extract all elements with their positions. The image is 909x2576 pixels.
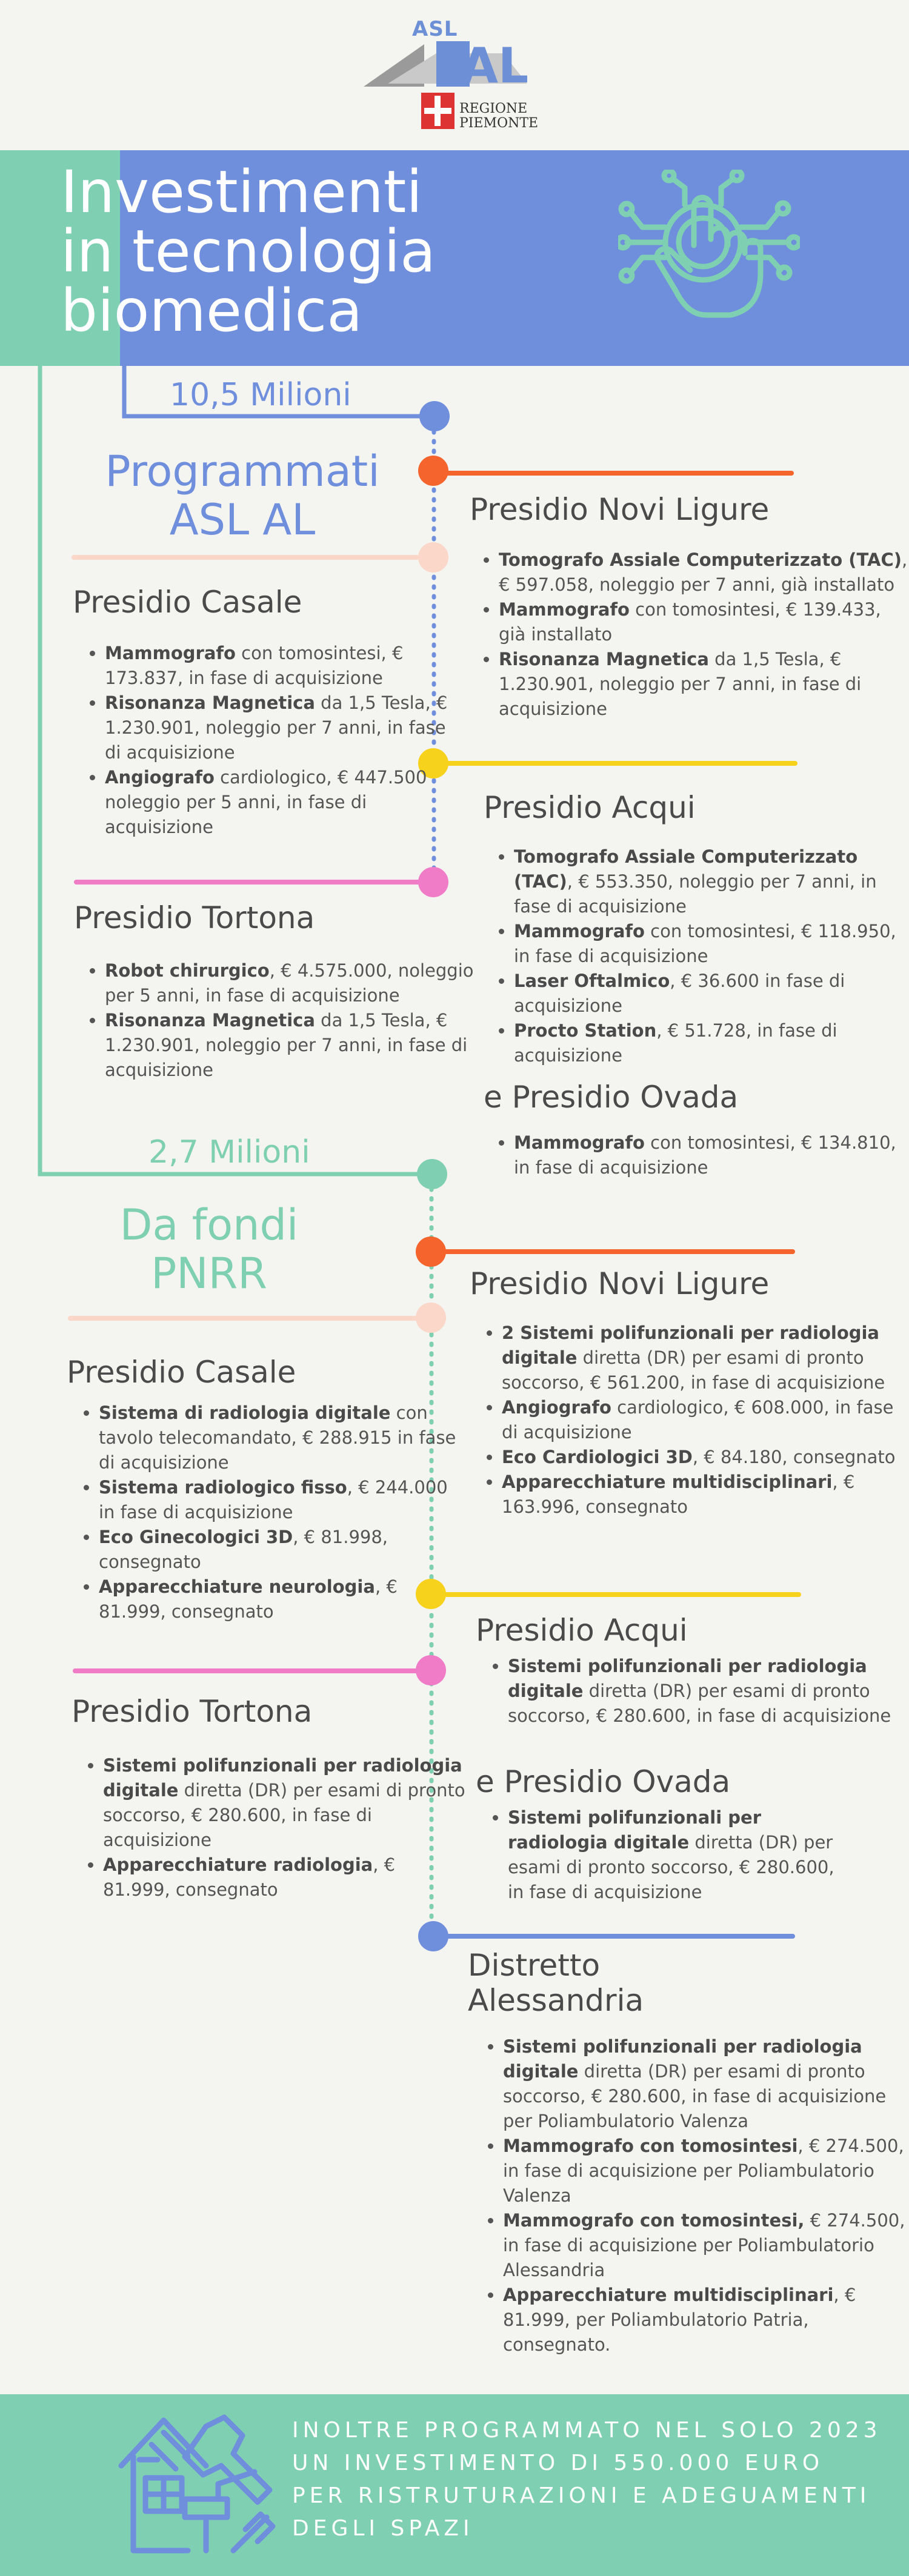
presidio-acqui-list bbox=[485, 845, 909, 1068]
line-acqui bbox=[434, 761, 797, 766]
list-item bbox=[502, 1445, 909, 1470]
item-detail: , € 244.000 in fase di acquisizione bbox=[99, 1477, 448, 1522]
item-name: Angiografo bbox=[105, 767, 215, 788]
item-detail: con tomosintesi, € 134.810, in fase di acquisizione bbox=[514, 1132, 896, 1178]
section-title-line2: ASL AL bbox=[169, 495, 316, 545]
list-item bbox=[499, 597, 909, 647]
item-detail: , € 36.600 in fase di acquisizione bbox=[514, 971, 845, 1016]
distretto-title bbox=[468, 1948, 644, 2018]
item-detail: con tavolo telecomandato, € 288.915 in fase di acquisizione bbox=[99, 1403, 456, 1473]
presidio-tortona-title: Presidio Tortona bbox=[74, 900, 315, 935]
distretto-list bbox=[474, 2034, 909, 2357]
list-item bbox=[514, 845, 909, 919]
item-detail: con tomosintesi, € 173.837, in fase di acquisizione bbox=[105, 643, 404, 688]
logo-region-line1: REGIONE bbox=[459, 101, 528, 116]
pnrr-casale-title: Presidio Casale bbox=[67, 1355, 296, 1390]
list-item bbox=[502, 1395, 909, 1445]
line-pnrr-tortona bbox=[73, 1668, 431, 1673]
item-name: Laser Oftalmico bbox=[514, 971, 670, 991]
item-name: Mammografo con tomosintesi bbox=[503, 2136, 798, 2156]
item-name: Risonanza Magnetica bbox=[499, 649, 709, 669]
item-detail: , € 274.500, in fase di acquisizione per Poliambulatorio Valenza bbox=[503, 2136, 904, 2206]
list-item bbox=[514, 1018, 909, 1068]
line-tortona bbox=[74, 880, 435, 885]
list-item bbox=[103, 1853, 467, 1902]
list-item bbox=[499, 647, 909, 722]
home-renovation-tools-icon bbox=[115, 2408, 279, 2560]
item-detail: diretta (DR) per esami di pronto soccorso, € 280.600, in fase di acquisizione per Poliambulatorio Valenza bbox=[503, 2061, 887, 2131]
item-name: Mammografo bbox=[514, 1132, 645, 1153]
distretto-title-line1: Distretto bbox=[468, 1948, 601, 1983]
item-detail: € 274.500, in fase di acquisizione per Poliambulatorio Alessandria bbox=[503, 2210, 905, 2280]
timeline-dot-casale bbox=[418, 542, 448, 573]
list-item bbox=[99, 1401, 456, 1475]
item-name: Apparecchiature multidisciplinari bbox=[502, 1472, 833, 1492]
item-name: Mammografo bbox=[514, 921, 645, 941]
list-item bbox=[502, 1321, 909, 1395]
pnrr-novi-list bbox=[473, 1321, 909, 1519]
list-item bbox=[105, 765, 456, 840]
item-name: Eco Ginecologici 3D bbox=[99, 1527, 293, 1547]
item-detail: cardiologico, € 608.000, in fase di acquisizione bbox=[502, 1397, 894, 1442]
item-name: Eco Cardiologici 3D bbox=[502, 1447, 693, 1467]
line-pnrr-acqui bbox=[431, 1592, 801, 1597]
timeline-dot-pnrr-novi bbox=[416, 1237, 446, 1267]
item-name: Sistemi polifunzionali per radiologia digitale bbox=[508, 1656, 867, 1701]
list-item bbox=[503, 2208, 909, 2283]
line-distretto bbox=[431, 1934, 795, 1939]
timeline-dot-pnrr-tortona bbox=[416, 1655, 446, 1685]
list-item bbox=[99, 1525, 456, 1575]
item-detail: da 1,5 Tesla, € 1.230.901, noleggio per 7 anni, in fase di acquisizione bbox=[105, 692, 448, 763]
item-detail: da 1,5 Tesla, € 1.230.901, noleggio per 7 anni, in fase di acquisizione bbox=[105, 1010, 468, 1080]
item-name: Sistema di radiologia digitale bbox=[99, 1403, 391, 1423]
pnrr-ovada-list bbox=[479, 1805, 847, 1905]
item-detail: diretta (DR) per esami di pronto soccorso, € 280.600, in fase di acquisizione bbox=[508, 1832, 834, 1902]
item-detail: , € 84.180, consegnato bbox=[692, 1447, 896, 1467]
pnrr-acqui-list bbox=[479, 1654, 896, 1728]
footer-text: INOLTRE PROGRAMMATO NEL SOLO 2023 UN INVESTIMENTO DI 550.000 EURO PER RISTRUTURAZIONI E ADEGUAMENTI DEGLI SPAZI bbox=[292, 2418, 882, 2541]
list-item bbox=[514, 969, 909, 1018]
item-detail: con tomosintesi, € 139.433, già installato bbox=[499, 599, 881, 645]
timeline-dot-distretto bbox=[418, 1921, 448, 1951]
list-item bbox=[508, 1805, 847, 1905]
item-name: Procto Station bbox=[514, 1020, 657, 1041]
presidio-ovada-list bbox=[485, 1130, 909, 1180]
presidio-novi-list bbox=[470, 548, 909, 722]
item-detail: , € 51.728, in fase di acquisizione bbox=[514, 1020, 837, 1066]
item-detail: diretta (DR) per esami di pronto soccorso, € 280.600, in fase di acquisizione bbox=[103, 1780, 465, 1850]
line-pnrr-novi bbox=[431, 1249, 795, 1254]
item-name: Risonanza Magnetica bbox=[105, 692, 315, 713]
distretto-title-line2: Alessandria bbox=[468, 1983, 644, 2018]
presidio-novi-title: Presidio Novi Ligure bbox=[470, 492, 770, 527]
section-title-pnrr bbox=[58, 1201, 361, 1298]
logo-region-line2: PIEMONTE bbox=[459, 116, 539, 131]
item-detail: , € 81.998, consegnato bbox=[99, 1527, 388, 1572]
list-item bbox=[99, 1475, 456, 1525]
pnrr-tortona-title: Presidio Tortona bbox=[72, 1694, 313, 1729]
section-title-line1: Programmati bbox=[105, 446, 380, 496]
item-detail: diretta (DR) per esami di pronto soccorso, € 280.600, in fase di acquisizione bbox=[508, 1681, 891, 1726]
logo-asl-text: ASL bbox=[412, 17, 458, 41]
list-item bbox=[503, 2134, 909, 2208]
section-title-pnrr-line2: PNRR bbox=[151, 1249, 267, 1298]
presidio-ovada-title: e Presidio Ovada bbox=[484, 1080, 739, 1115]
timeline-dot-pnrr-casale bbox=[416, 1303, 446, 1333]
list-item bbox=[103, 1753, 467, 1853]
pnrr-tortona-list bbox=[74, 1753, 467, 1902]
pnrr-casale-list bbox=[70, 1401, 456, 1624]
pnrr-ovada-title: e Presidio Ovada bbox=[476, 1764, 731, 1799]
section-title-programmati bbox=[67, 447, 418, 544]
item-name: Angiografo bbox=[502, 1397, 611, 1418]
line-novi bbox=[434, 471, 794, 476]
title-line-2: in tecnologia bbox=[61, 217, 436, 285]
list-item bbox=[503, 2034, 909, 2134]
item-detail: , € 81.999, consegnato bbox=[103, 1854, 396, 1900]
list-item bbox=[99, 1575, 456, 1624]
item-name: 2 Sistemi polifunzionali per radiologia digitale bbox=[502, 1323, 880, 1368]
item-detail: diretta (DR) per esami di pronto soccorso, € 561.200, in fase di acquisizione bbox=[502, 1347, 885, 1393]
timeline-dot-tortona bbox=[418, 867, 448, 897]
item-name: Apparecchiature multidisciplinari bbox=[503, 2285, 834, 2305]
section-title-pnrr-line1: Da fondi bbox=[119, 1200, 299, 1250]
item-name: Mammografo bbox=[105, 643, 236, 663]
amount-pnrr: 2,7 Milioni bbox=[148, 1134, 310, 1170]
title-line-3: biomedica bbox=[61, 277, 363, 345]
item-detail: , € 81.999, per Poliambulatorio Patria, consegnato. bbox=[503, 2285, 856, 2355]
item-name: Sistemi polifunzionali per radiologia digitale bbox=[503, 2036, 862, 2082]
pnrr-novi-title: Presidio Novi Ligure bbox=[470, 1266, 770, 1301]
timeline-dot-novi bbox=[418, 456, 448, 486]
list-item bbox=[502, 1470, 909, 1519]
list-item bbox=[514, 919, 909, 969]
item-name: Mammografo con tomosintesi, bbox=[503, 2210, 805, 2231]
list-item bbox=[105, 1008, 474, 1083]
line-pnrr-casale bbox=[68, 1316, 431, 1321]
item-name: Sistemi polifunzionali per radiologia digitale bbox=[508, 1807, 762, 1853]
timeline-dot-green bbox=[417, 1159, 447, 1189]
pnrr-acqui-title: Presidio Acqui bbox=[476, 1613, 688, 1648]
item-name: Risonanza Magnetica bbox=[105, 1010, 315, 1031]
list-item bbox=[105, 958, 474, 1008]
item-detail: da 1,5 Tesla, € 1.230.901, noleggio per 7 anni, in fase di acquisizione bbox=[499, 649, 862, 719]
logo-al-text: AL bbox=[461, 38, 527, 94]
item-detail: , € 553.350, noleggio per 7 anni, in fase di acquisizione bbox=[514, 871, 877, 917]
list-item bbox=[514, 1130, 909, 1180]
presidio-tortona-list bbox=[76, 958, 474, 1083]
item-detail: , € 597.058, noleggio per 7 anni, già installato bbox=[499, 549, 908, 595]
title-line-1: Investimenti bbox=[61, 158, 423, 226]
item-name: Mammografo bbox=[499, 599, 630, 620]
item-name: Robot chirurgico bbox=[105, 960, 270, 981]
item-name: Apparecchiature neurologia bbox=[99, 1576, 375, 1597]
item-detail: cardiologico, € 447.500 noleggio per 5 anni, in fase di acquisizione bbox=[105, 767, 427, 837]
item-detail: , € 163.996, consegnato bbox=[502, 1472, 855, 1517]
timeline-dot-blue bbox=[419, 401, 450, 431]
item-detail: , € 81.999, consegnato bbox=[99, 1576, 398, 1622]
presidio-casale-list bbox=[76, 641, 456, 840]
item-name: Sistema radiologico fisso bbox=[99, 1477, 347, 1498]
list-item bbox=[508, 1654, 896, 1728]
item-detail: con tomosintesi, € 118.950, in fase di acquisizione bbox=[514, 921, 896, 966]
amount-programmati: 10,5 Milioni bbox=[170, 377, 351, 413]
item-name: Tomografo Assiale Computerizzato (TAC) bbox=[514, 846, 858, 892]
item-detail: , € 4.575.000, noleggio per 5 anni, in fase di acquisizione bbox=[105, 960, 474, 1006]
item-name: Sistemi polifunzionali per radiologia digitale bbox=[103, 1755, 462, 1801]
line-casale bbox=[72, 555, 435, 560]
item-name: Tomografo Assiale Computerizzato (TAC) bbox=[499, 549, 902, 570]
list-item bbox=[503, 2283, 909, 2357]
list-item bbox=[105, 641, 456, 691]
list-item bbox=[499, 548, 909, 597]
presidio-casale-title: Presidio Casale bbox=[73, 585, 302, 620]
list-item bbox=[105, 691, 456, 765]
item-name: Apparecchiature radiologia bbox=[103, 1854, 373, 1875]
presidio-acqui-title: Presidio Acqui bbox=[484, 790, 696, 825]
